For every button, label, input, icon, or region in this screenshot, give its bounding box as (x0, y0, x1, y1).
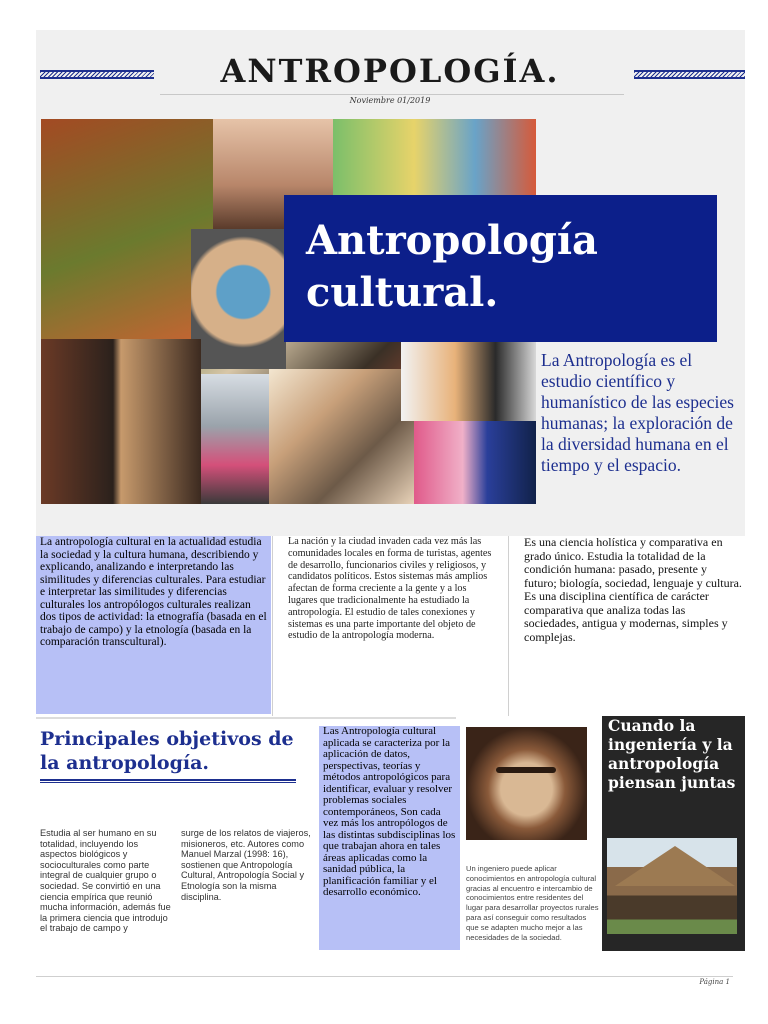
collage-tile-photo-grid (269, 369, 414, 504)
collage-tile-street (201, 374, 269, 504)
applied-anthropology-panel: Las Antropología cultural aplicada se caracteriza por la aplicación de datos, perspectivas, teorías y métodos antropológicos para identificar, evaluar y resolver problemas sociales contemporáneos, Son cada vez más los antropólogos de las distintas subdisciplinas los que trabajan ahora en tales áreas aplicadas como la sanidad pública, la planificación familiar y el desarrollo económico. (319, 726, 460, 950)
column-divider (508, 536, 509, 716)
collage-tile-illustration (401, 341, 536, 421)
thatched-hut-image (607, 838, 737, 934)
hero-title-line-1: Antropología (306, 217, 598, 264)
decorative-rule-right (634, 70, 745, 79)
decorative-rule-left (40, 70, 154, 79)
column-divider (272, 536, 273, 716)
hero-lead-text: La Antropología es el estudio científico y humanístico de las especies humanas; la exploración de la diversidad humana en el tiempo y el espacio. (541, 350, 734, 475)
objectives-text-b: surge de los relatos de viajeros, misioneros, etc. Autores como Manuel Marzal (1998: 16), sostienen que Antropología Cultural, Antropología Social y Etnología son la misma disciplina. (181, 828, 311, 902)
page-number: Página 1 (699, 978, 730, 986)
objectives-heading-rule (40, 779, 296, 783)
article-column-2: La nación y la ciudad invaden cada vez más las comunidades locales en forma de turistas, agentes de desarrollo, funcionarios civiles y religiosos, y candidatos políticos. Estos sistemas más amplios afectan de forma creciente a la gente y a los lugares que tradicionalmente ha estudiado la antropología. El estudio de tales conexiones y sistemas es una parte importante del objeto de estudio de la antropología moderna. (288, 536, 492, 642)
issue-date: Noviembre 01/2019 (349, 96, 431, 105)
collage-tile-youth (414, 421, 536, 504)
collage-tile-portraits (41, 339, 201, 504)
objectives-text-a: Estudia al ser humano en su totalidad, incluyendo los aspectos biológicos y socioculturales como parte integral de cualquier grupo o sociedad. Se convirtió en una ciencia empírica que reunió mucha información, además fue la primera ciencia que introdujo el trabajo de campo y (40, 828, 171, 934)
section-divider (36, 717, 456, 719)
objectives-heading: Principales objetivos de la antropología. (40, 728, 294, 774)
hero-title-box (284, 195, 717, 342)
article-column-3: Es una ciencia holística y comparativa en grado único. Estudia la totalidad de la condición humana: pasado, presente y futuro; biología, sociedad, lenguaje y cultura. Es una disciplina científica de carácter comparativa que analiza todas las sociedades, antigua y modernas, simples y complejas. (524, 535, 742, 644)
article-column-1: La antropología cultural en la actualidad estudia la sociedad y la cultura humana, describiendo y explicando, analizando e interpretando las similitudes y diferencias culturales. Para estudiar e interpretar las similitudes y diferencias culturales los antropólogos culturales realizan dos tipos de actividad: la etnografía (basada en el trabajo de campo) y la etnología (basada en la comparación transcultural). (36, 536, 271, 714)
masthead-title: ANTROPOLOGÍA. (220, 52, 560, 90)
sidebar-title: Cuando la ingeniería y la antropología piensan juntas (608, 716, 736, 792)
hero-title-line-2: cultural. (306, 269, 499, 316)
collage-tile-globe-hands (191, 229, 286, 369)
image-caption: Un ingeniero puede aplicar conocimientos en antropología cultural gracias al encuentro e intercambio de conocimientos entre residentes del lugar para desarrollar proyectos rurales para así conseguir como resultados que se adapten mucho mejor a las necesidades de la sociedad. (466, 864, 599, 942)
footer-rule (36, 976, 733, 977)
masthead-divider (160, 94, 624, 95)
painted-face-image (466, 727, 587, 840)
collage-tile-village (333, 119, 536, 199)
collage-tile-market (41, 119, 213, 339)
